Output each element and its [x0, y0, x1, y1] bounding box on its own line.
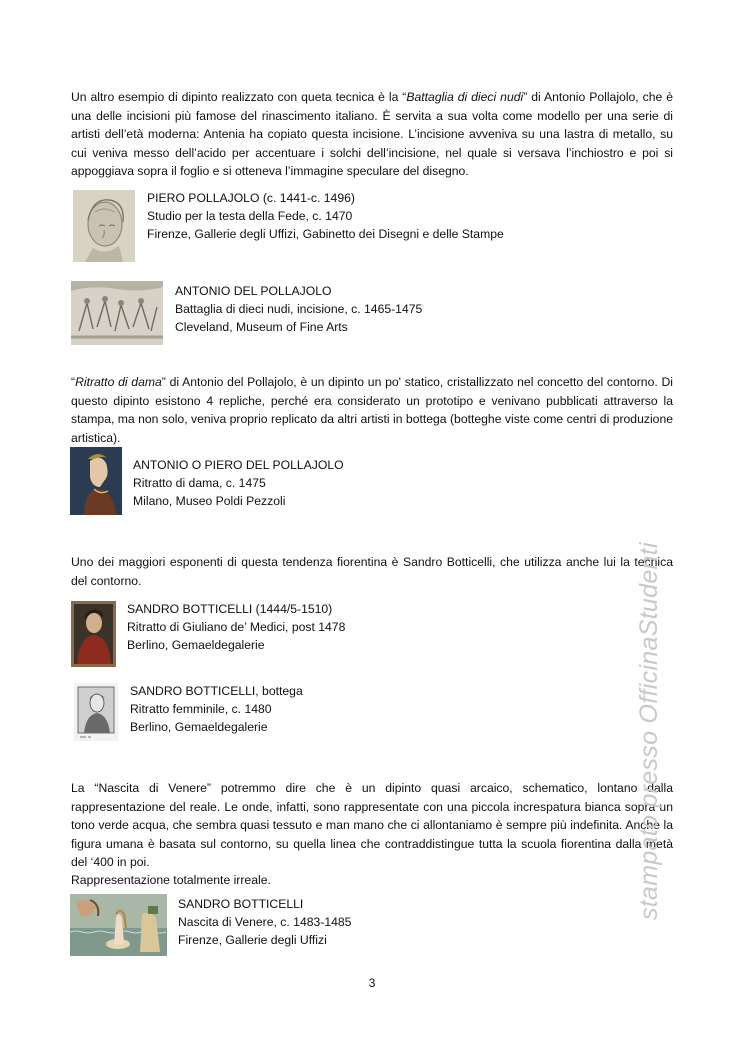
- caption-ritratto-dama: [133, 456, 344, 511]
- caption-work: Battaglia di dieci nudi, incisione, c. 1465-1475: [175, 302, 423, 317]
- caption-location: Berlino, Gemaeldegalerie: [127, 638, 265, 653]
- caption-ritratto-femminile: [130, 682, 303, 737]
- caption-artist: ANTONIO O PIERO DEL POLLAJOLO: [133, 458, 344, 472]
- caption-artist: SANDRO BOTTICELLI, bottega: [130, 684, 303, 698]
- page-number: 3: [368, 976, 376, 990]
- image-battaglia-dieci-nudi: [71, 281, 163, 345]
- caption-artist: SANDRO BOTTICELLI: [178, 897, 304, 911]
- caption-location: Firenze, Gallerie degli Uffizi: [178, 933, 327, 948]
- caption-artist: PIERO POLLAJOLO (c. 1441-c. 1496): [147, 191, 355, 205]
- paragraph-nascita-venere: La “Nascita di Venere” potremmo dire che è un dipinto quasi arcaico, schematico, lontano dalla rappresentazione del reale. Le onde, infatti, sono rappresentate con una piccola increspatura bianca sopra un tono verde acqua, che sembra quasi tessuto e man mano che ci allontaniamo è sempre più indefinita. Anche la figura umana è basata sul contorno, su quella linea che contraddistingue tutta la scuola fiorentina dalla metà del ‘400 in poi.: [71, 781, 673, 870]
- caption-work: Ritratto femminile, c. 1480: [130, 702, 272, 717]
- caption-work: Ritratto di Giuliano de’ Medici, post 1478: [127, 620, 346, 635]
- image-studio-testa-fede: [73, 190, 135, 262]
- caption-location: Firenze, Gallerie degli Uffizi, Gabinetto dei Disegni e delle Stampe: [147, 227, 504, 242]
- caption-artist: SANDRO BOTTICELLI (1444/5-1510): [127, 602, 333, 616]
- paragraph-irreale: Rappresentazione totalmente irreale.: [71, 873, 271, 887]
- caption-work: Studio per la testa della Fede, c. 1470: [147, 209, 353, 224]
- caption-location: Cleveland, Museum of Fine Arts: [175, 320, 348, 335]
- paragraph-battaglia: Un altro esempio di dipinto realizzato con queta tecnica è la “Battaglia di dieci nudi” di Antonio Pollajolo, che è una delle incisioni più famose del rinascimento italiano. È servita a sua volta come modello per una serie di artisti dell’età moderna: Antenia ha copiato questa incisione. L’incisione avveniva su una lastra di metallo, su cui veniva messo dell’acido per accentuare i solchi dell’incisione, nel quale si versava l’inchiostro e poi si appoggiava sopra il foglio e si otteneva l’immagine speculare del disegno.: [71, 90, 673, 179]
- watermark: stampato presso OfficinaStudenti: [635, 542, 663, 920]
- image-ritratto-femminile: [74, 683, 118, 741]
- caption-artist: ANTONIO DEL POLLAJOLO: [175, 284, 332, 298]
- caption-location: Milano, Museo Poldi Pezzoli: [133, 494, 286, 509]
- image-ritratto-giuliano-medici: [71, 601, 116, 667]
- caption-nascita-venere: [178, 895, 351, 950]
- caption-giuliano-medici: [127, 600, 345, 655]
- image-ritratto-di-dama: [70, 447, 122, 515]
- paragraph-botticelli: Uno dei maggiori esponenti di questa tendenza fiorentina è Sandro Botticelli, che utilizza anche lui la tecnica del contorno.: [71, 555, 673, 588]
- caption-work: Ritratto di dama, c. 1475: [133, 476, 266, 491]
- caption-antonio-pollajolo: [175, 282, 422, 337]
- caption-piero-pollajolo: [147, 189, 504, 244]
- paragraph-ritratto-dama: “Ritratto di dama” di Antonio del Pollajolo, è un dipinto un po' statico, cristallizzato nel concetto del contorno. Di questo dipinto esistono 4 repliche, perché era considerato un prototipo e venivano pubblicati attraverso la stampa, ma non solo, veniva proprio replicato da altri artisti in bottega (botteghe viste come centri di produzione artistica).: [71, 375, 673, 445]
- image-nascita-di-venere: [70, 894, 167, 956]
- title-battaglia: Battaglia di dieci nudi: [406, 90, 524, 104]
- caption-location: Berlino, Gemaeldegalerie: [130, 720, 268, 735]
- title-ritratto-dama: Ritratto di dama: [75, 375, 162, 389]
- caption-work: Nascita di Venere, c. 1483-1485: [178, 915, 352, 930]
